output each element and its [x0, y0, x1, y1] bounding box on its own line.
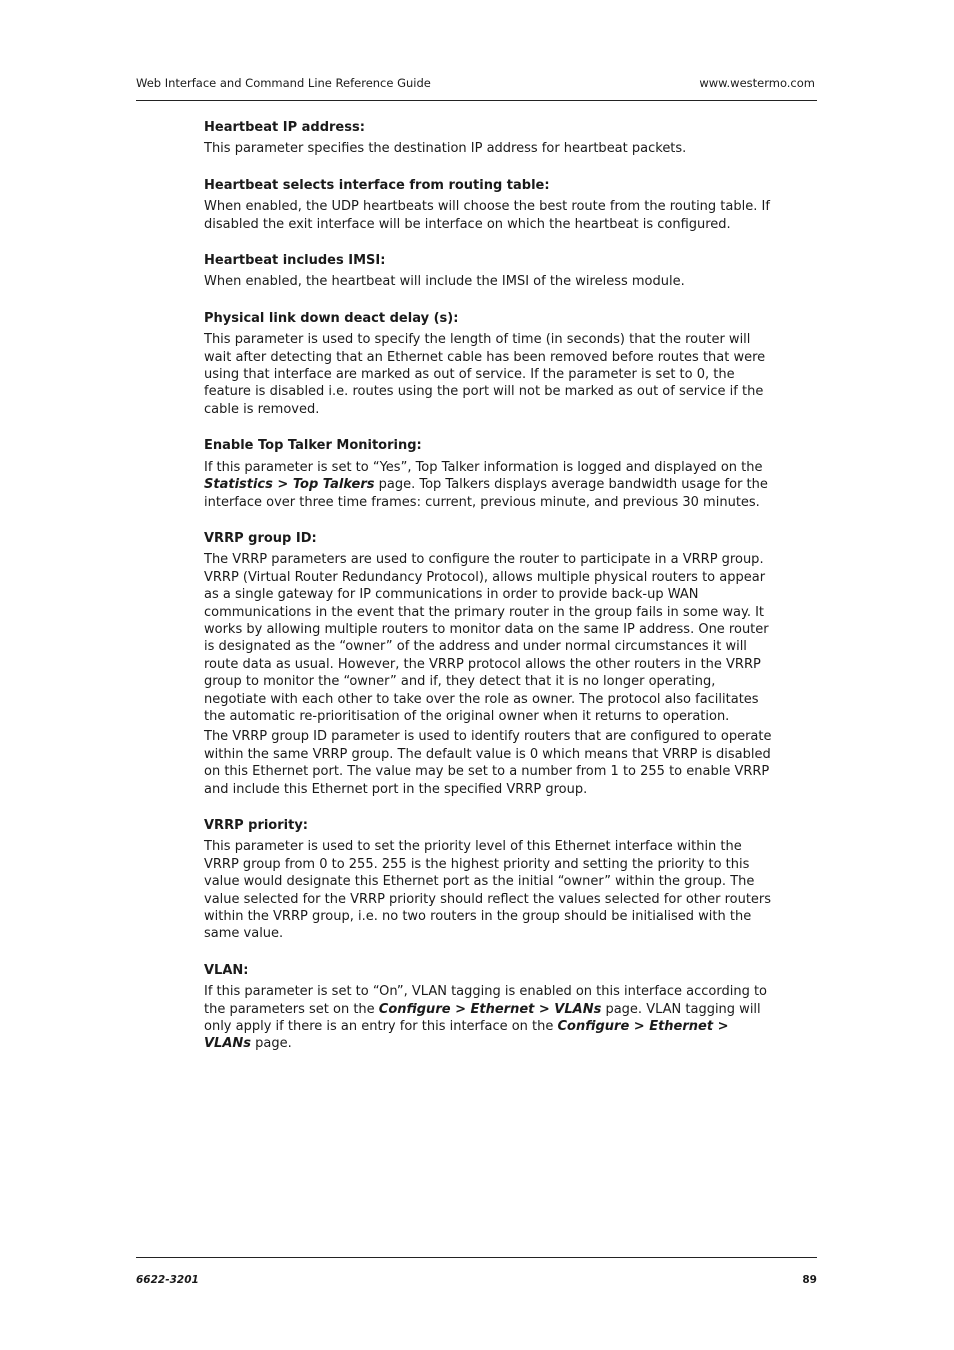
section-paragraph: When enabled, the UDP heartbeats will choose the best route from the routing table. If disabled the exit interface will be interface on which the heartbeat is configured. — [204, 199, 770, 232]
paragraph-text: page. VLAN tagging will only apply if there is an entry for this interface on the — [204, 1001, 761, 1035]
page-footer — [136, 1257, 817, 1288]
main-content — [204, 119, 772, 1072]
section-heading: Physical link down deact delay (s): — [204, 310, 459, 326]
section-paragraph: This parameter specifies the destination IP address for heartbeat packets. — [204, 141, 687, 157]
nav-path-top-talkers: Statistics > Top Talkers — [204, 477, 375, 493]
section-paragraph: When enabled, the heartbeat will include the IMSI of the wireless module. — [204, 274, 685, 290]
nav-path-vlans: Configure > Ethernet > VLANs — [204, 1019, 729, 1052]
section-vlan — [204, 962, 772, 1053]
section-heading: Heartbeat selects interface from routing table: — [204, 177, 550, 193]
section-heading: Heartbeat IP address: — [204, 120, 365, 135]
section-physical-link-down — [204, 310, 772, 418]
section-heading: VLAN: — [204, 962, 249, 978]
section-top-talker — [204, 437, 772, 511]
section-paragraph: The VRRP parameters are used to configure the router to participate in a VRRP group. VRRP (Virtual Router Redundancy Protocol), allows multiple physical routers to appear as a single gateway for IP communications in order to provide back-up WAN communications in the event that the primary router in the group fails in some way. It works by allowing multiple routers to monitor data on the same IP address. One router is designated as the “owner” of the address and under normal circumstances it will route data as usual. However, the VRRP protocol allows the other routers in the VRRP group to monitor the “owner” and if, they detect that it is no longer operating, negotiate with each other to take over the role as owner. The protocol also facilitates the automatic re-prioritisation of the original owner when it returns to operation. — [204, 552, 769, 724]
document-title: Web Interface and Command Line Reference Guide — [136, 76, 431, 90]
paragraph-text: If this parameter is set to “On”, VLAN tagging is enabled on this interface according to the parameters set on the — [204, 984, 768, 1017]
page-number: 89 — [802, 1274, 817, 1286]
website-url: www.westermo.com — [699, 76, 815, 90]
section-heartbeat-ip-address — [204, 119, 772, 158]
section-heading: VRRP priority: — [204, 818, 308, 833]
paragraph-text: page. Top Talkers displays average bandwidth usage for the interface over three time frames: current, previous minute, and previous 30 minutes. — [204, 477, 768, 510]
section-paragraph: This parameter is used to specify the length of time (in seconds) that the router will wait after detecting that an Ethernet cable has been removed before routes that were using that interface are marked as out of service. If the parameter is set to 0, the feature is disabled i.e. routes using the port will not be marked as out of service if the cable is removed. — [204, 332, 766, 417]
page-header — [136, 76, 817, 101]
section-paragraph — [204, 459, 772, 511]
paragraph-text: page. — [251, 1036, 292, 1052]
section-heading: Enable Top Talker Monitoring: — [204, 438, 422, 454]
nav-path-vlans: Configure > Ethernet > VLANs — [378, 1001, 602, 1017]
section-vrrp-priority — [204, 817, 772, 943]
section-heartbeat-routing-table — [204, 177, 772, 233]
section-vrrp-group-id — [204, 530, 772, 798]
document-number: 6622-3201 — [136, 1274, 199, 1286]
section-paragraph: The VRRP group ID parameter is used to identify routers that are configured to operate within the same VRRP group. The default value is 0 which means that VRRP is disabled on this Ethernet port. The value may be set to a number from 1 to 255 to enable VRRP and include this Ethernet port in the specified VRRP group. — [204, 729, 772, 797]
section-heading: Heartbeat includes IMSI: — [204, 253, 386, 269]
paragraph-text: If this parameter is set to “Yes”, Top Talker information is logged and displayed on the — [204, 459, 763, 475]
section-paragraph — [204, 983, 772, 1053]
section-heartbeat-imsi — [204, 252, 772, 291]
section-heading: VRRP group ID: — [204, 530, 317, 546]
section-paragraph: This parameter is used to set the priority level of this Ethernet interface within the VRRP group from 0 to 255. 255 is the highest priority and setting the priority to this value would designate this Ethernet port as the initial “owner” within the group. The value selected for the VRRP priority should reflect the values selected for other routers within the VRRP group, i.e. no two routers in the group should be initialised with the same value. — [204, 839, 772, 942]
